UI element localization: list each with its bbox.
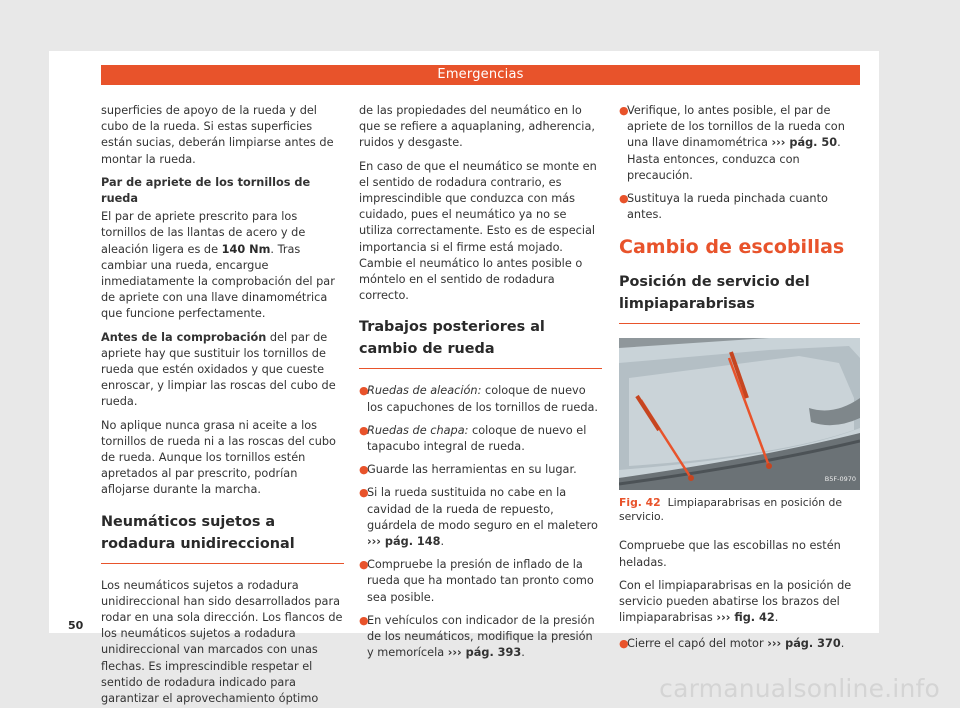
bullet-icon: ● (619, 104, 629, 117)
bullet-icon: ● (359, 384, 369, 398)
paragraph: Con el limpiaparabrisas en la posición de servicio pueden abatirse los brazos del limpiaparabrisas ››› fig. 42. (619, 578, 852, 625)
section-header: Emergencias (101, 65, 860, 85)
figure-reference-link[interactable]: ››› fig. 42 (716, 611, 775, 625)
page-number: 50 (68, 619, 84, 632)
section-title-after-wheel-change: Trabajos posteriores al cambio de rueda (359, 316, 602, 369)
bullet-icon: ● (359, 486, 369, 500)
torque-heading: Par de apriete de los tornillos de rueda (101, 175, 311, 206)
list-item: ● Compruebe la presión de inflado de la rueda que ha montado tan pronto como sea posible. (359, 558, 594, 604)
list-item: ● Si la rueda sustituida no cabe en la cavidad de la rueda de repuesto, guárdela de modo seguro en el maletero ››› pág. 148. (359, 486, 598, 549)
paragraph: superficies de apoyo de la rueda y del cubo de la rueda. Si estas superficies están sucias, deberán limpiarse antes de montar la rueda. (101, 104, 334, 166)
column-right (619, 103, 860, 660)
bullet-icon: ● (359, 423, 369, 437)
list-item: ● En vehículos con indicador de la presión de los neumáticos, modifique la presión y memorícela ››› pág. 393. (359, 613, 595, 660)
check-paragraph: Antes de la comprobación del par de apriete hay que sustituir los tornillos de rueda que estén oxidados y que cueste enroscar, y limpiar las roscas del cubo de rueda. (101, 330, 336, 409)
paragraph: Compruebe que las escobillas no estén heladas. (619, 539, 841, 569)
bullet-icon: ● (359, 613, 369, 627)
torque-paragraph: El par de apriete prescrito para los tornillos de las llantas de acero y de aleación ligera es de 140 Nm. Tras cambiar una rueda, encargue inmediatamente la comprobación del par de apriete con una llave dinamométrica que funcione perfectamente. (101, 210, 335, 321)
section-title-unidirectional: Neumáticos sujetos a rodadura unidireccional (101, 511, 344, 564)
list-item: ● Sustituya la rueda pinchada cuanto antes. (619, 192, 828, 222)
list-item: ● Cierre el capó del motor ››› pág. 370. (619, 636, 860, 652)
paragraph: En caso de que el neumático se monte en el sentido de rodadura contrario, es imprescindible que conduzca con más cuidado, pues el neumático ya no se utiliza correctamente. Esto es de especial importancia si el firme está mojado. Cambie el neumático lo antes posible o móntelo en el sentido de rodadura correcto. (359, 159, 597, 303)
column-middle (359, 103, 602, 668)
bullet-icon: ● (359, 463, 369, 477)
figure-wiper-illustration (619, 338, 860, 490)
paragraph: No aplique nunca grasa ni aceite a los tornillos de rueda ni a las roscas del cubo de rueda. Aunque los tornillos estén apretados al par prescrito, podrían aflojarse durante la marcha. (101, 418, 336, 497)
list-item: ● Guarde las herramientas en su lugar. (359, 462, 602, 478)
page-reference-link[interactable]: ››› pág. 370 (767, 637, 841, 651)
bullet-icon: ● (359, 558, 369, 572)
page-reference-link[interactable]: ››› pág. 393 (447, 646, 522, 660)
figure-caption: Fig. 42 Limpiaparabrisas en posición de servicio. (619, 496, 843, 524)
wiper-illustration (619, 338, 860, 490)
list-item: ● Ruedas de chapa: coloque de nuevo el tapacubo integral de rueda. (359, 423, 587, 454)
list-item: ● Ruedas de aleación: coloque de nuevo los capuchones de los tornillos de rueda. (359, 384, 599, 414)
bullet-icon: ● (619, 637, 629, 651)
paragraph: de las propiedades del neumático en lo que se refiere a aquaplaning, adherencia, ruidos y desgaste. (359, 104, 595, 150)
figure-code: B5F-0970 (824, 475, 856, 484)
column-left (101, 103, 344, 708)
watermark-text: carmanualsonline.info (659, 674, 940, 703)
section-title-wiper-service: Posición de servicio del limpiaparabrisas (619, 271, 860, 324)
list-item: ● Verifique, lo antes posible, el par de apriete de los tornillos de la rueda con una llave dinamométrica ››› pág. 50. Hasta entonces, conduzca con precaución. (619, 104, 845, 182)
bullet-icon: ● (619, 192, 629, 206)
paragraph: Los neumáticos sujetos a rodadura unidireccional han sido desarrollados para rodar en una sola dirección. Los flancos de los neumáticos sujetos a rodadura unidireccional van marcados con unas flechas. Es imprescindible respetar el sentido de rodadura indicado para garantizar el aprovechamiento óptimo (101, 578, 343, 706)
page-reference-link[interactable]: ››› pág. 50 (771, 136, 838, 150)
page-reference-link[interactable]: ››› pág. 148 (367, 535, 441, 549)
torque-value: 140 Nm (221, 242, 271, 256)
chapter-title: Cambio de escobillas (619, 236, 845, 259)
